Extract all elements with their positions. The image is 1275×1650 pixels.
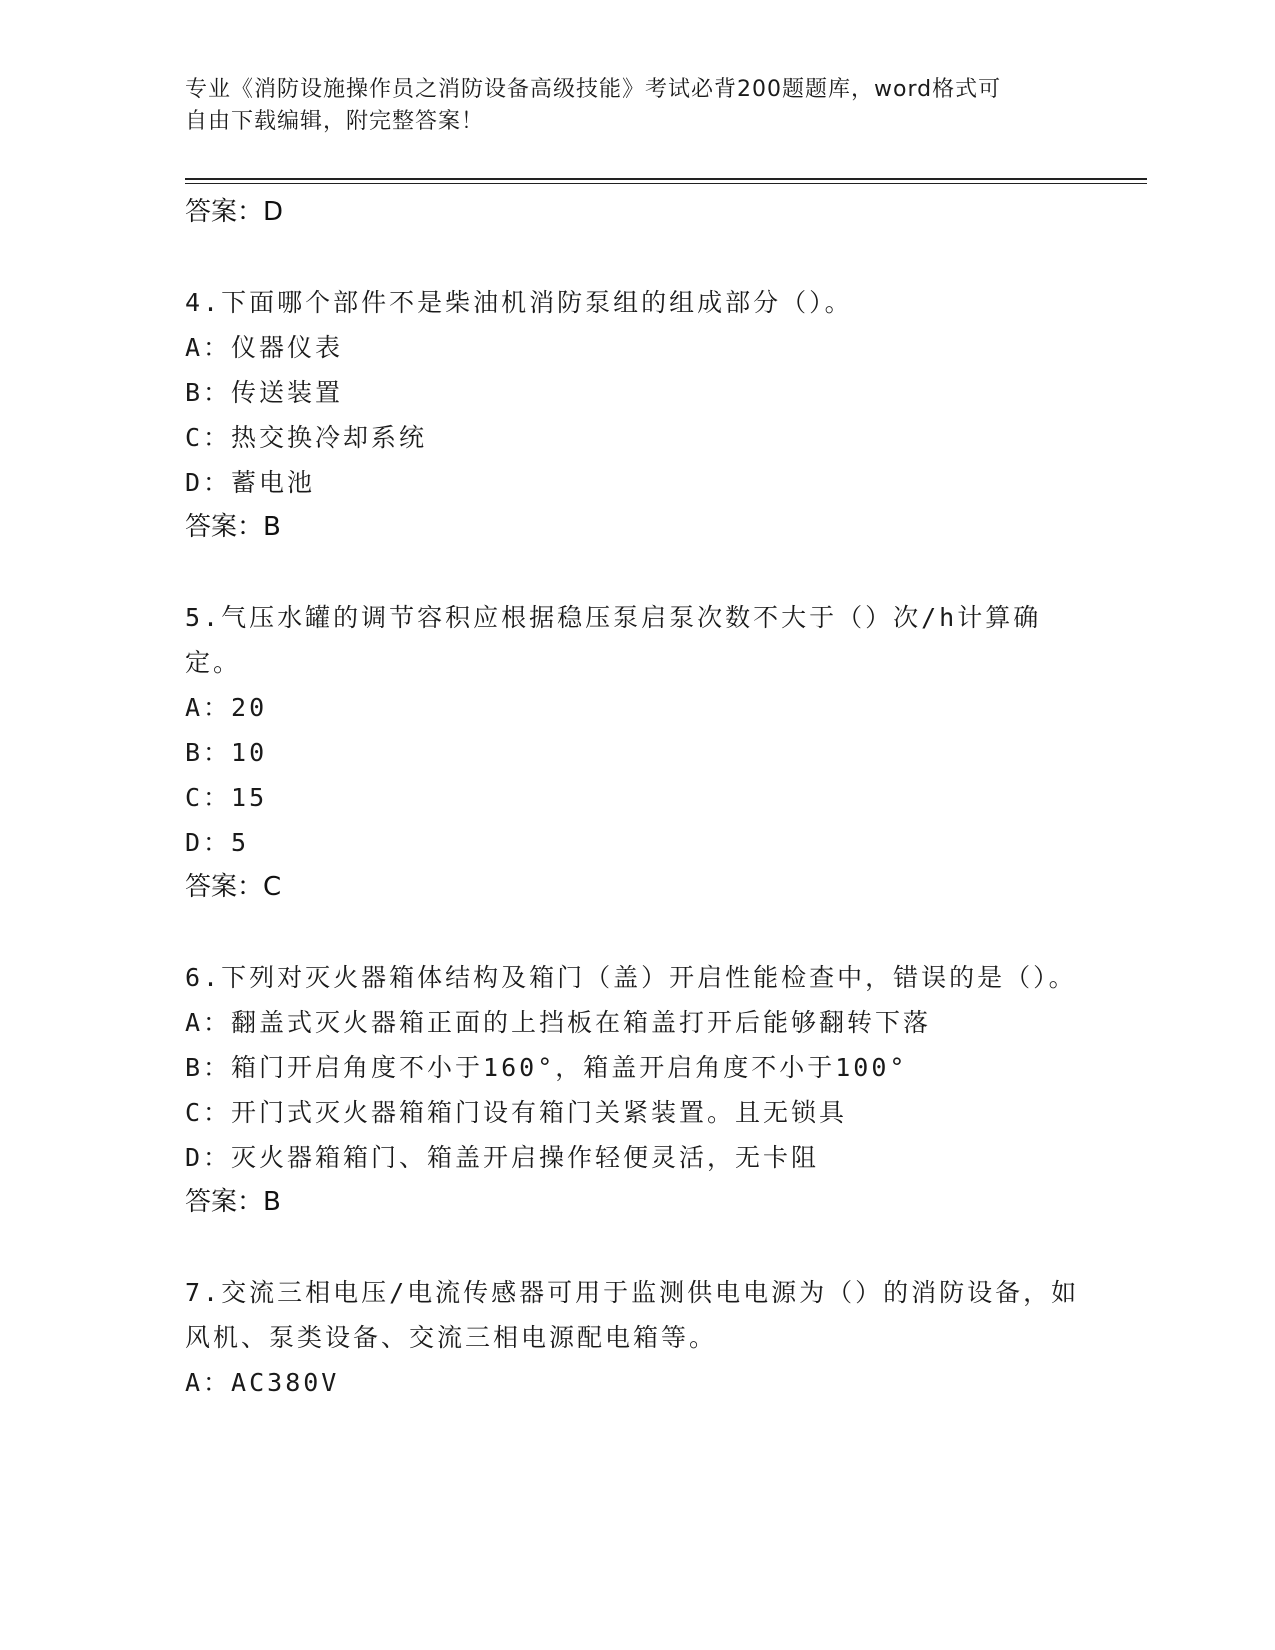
question-text: 7.交流三相电压/电流传感器可用于监测供电电源为（）的消防设备，如风机、泵类设备、交流三相电源配电箱等。 xyxy=(185,1278,1080,1352)
option-c: C：15 xyxy=(185,783,268,812)
document-header xyxy=(185,74,1065,138)
option-d: D：5 xyxy=(185,828,250,857)
header-divider-thick xyxy=(185,178,1147,180)
question-6 xyxy=(185,955,1085,1225)
option-a: A：20 xyxy=(185,693,268,722)
option-a: A：仪器仪表 xyxy=(185,333,344,362)
answer-line: 答案：D xyxy=(185,197,284,227)
document-body xyxy=(185,190,1085,1405)
option-a: A：AC380V xyxy=(185,1368,340,1397)
header-line-2: 自由下载编辑，附完整答案！ xyxy=(185,109,485,134)
option-b: B：10 xyxy=(185,738,268,767)
question-text: 5.气压水罐的调节容积应根据稳压泵启泵次数不大于（）次/h计算确定。 xyxy=(185,603,1042,677)
answer-line: 答案：B xyxy=(185,1187,281,1217)
header-line-1: 专业《消防设施操作员之消防设备高级技能》考试必背200题题库，word格式可 xyxy=(185,77,1002,102)
question-text: 6.下列对灭火器箱体结构及箱门（盖）开启性能检查中，错误的是（）。 xyxy=(185,963,1077,992)
question-7 xyxy=(185,1270,1085,1405)
question-5 xyxy=(185,595,1085,910)
answer-line: 答案：B xyxy=(185,512,281,542)
option-b: B：箱门开启角度不小于160°，箱盖开启角度不小于100° xyxy=(185,1053,908,1082)
question-text: 4.下面哪个部件不是柴油机消防泵组的组成部分（）。 xyxy=(185,288,853,317)
question-4 xyxy=(185,280,1085,550)
option-c: C：开门式灭火器箱箱门设有箱门关紧装置。且无锁具 xyxy=(185,1098,848,1127)
answer-line: 答案：C xyxy=(185,872,282,902)
option-d: D：蓄电池 xyxy=(185,468,316,497)
option-c: C：热交换冷却系统 xyxy=(185,423,428,452)
option-d: D：灭火器箱箱门、箱盖开启操作轻便灵活，无卡阻 xyxy=(185,1143,820,1172)
header-divider-thin xyxy=(185,183,1147,184)
option-a: A：翻盖式灭火器箱正面的上挡板在箱盖打开后能够翻转下落 xyxy=(185,1008,932,1037)
option-b: B：传送装置 xyxy=(185,378,344,407)
